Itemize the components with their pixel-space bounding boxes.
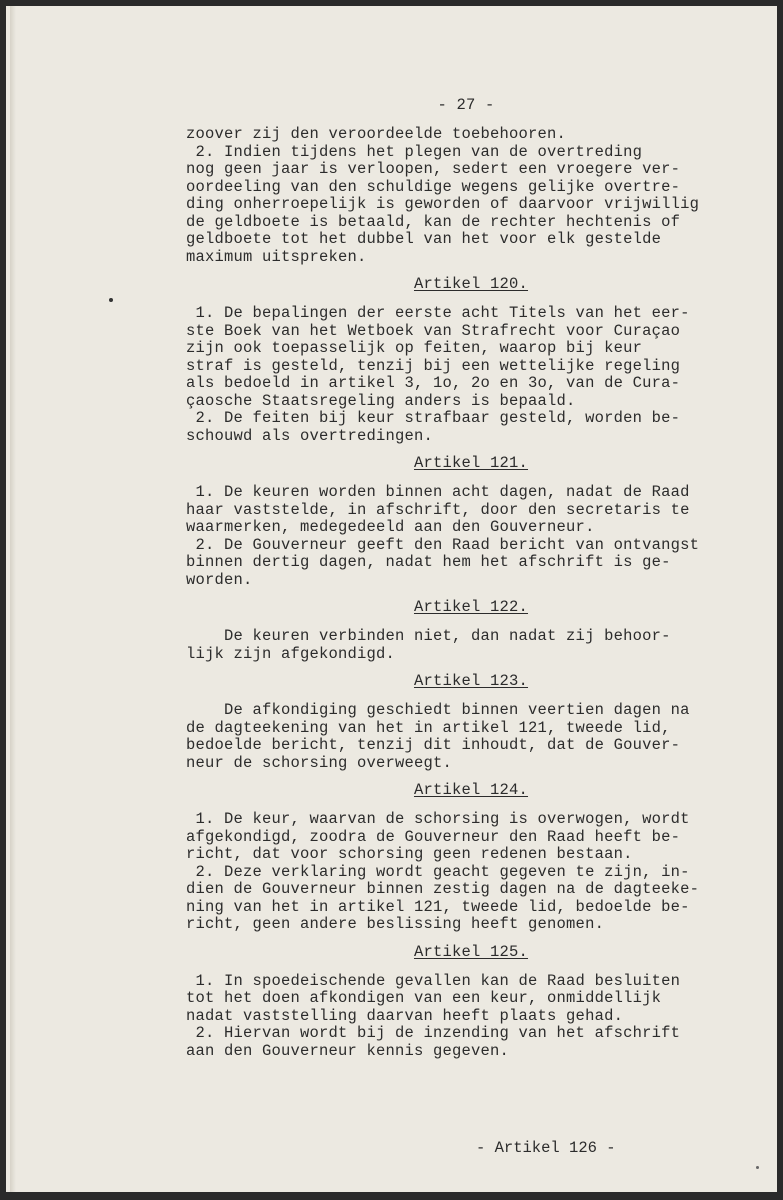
text-line: zoover zij den veroordeelde toebehooren. bbox=[186, 125, 567, 143]
article-heading bbox=[186, 942, 756, 963]
text-line: ste Boek van het Wetboek van Strafrecht voor Curaçao bbox=[186, 321, 681, 340]
text-line: çaosche Staatsregeling anders is bepaald. bbox=[186, 391, 576, 410]
article-heading-text: Artikel 125. bbox=[413, 942, 529, 961]
continuation-footer: - Artikel 126 - bbox=[476, 1139, 616, 1157]
article-heading-text: Artikel 123. bbox=[413, 672, 529, 690]
article-121 bbox=[186, 453, 756, 589]
text-line: straf is gesteld, tenzij bij een wettelijke regeling bbox=[186, 356, 681, 375]
text-line: richt, geen andere beslissing heeft genomen. bbox=[186, 915, 605, 933]
text-line: 2. Deze verklaring wordt geacht gegeven te zijn, in- bbox=[186, 862, 690, 881]
page-fold-shadow bbox=[10, 6, 16, 1192]
text-line: worden. bbox=[186, 570, 253, 589]
text-line: 2. Indien tijdens het plegen van de overtreding bbox=[186, 142, 643, 161]
article-heading bbox=[186, 597, 756, 618]
text-line: haar vaststelde, in afschrift, door den secretaris te bbox=[186, 500, 690, 519]
document-page bbox=[6, 6, 777, 1192]
text-line: 1. De bepalingen der eerste acht Titels van het eer- bbox=[186, 304, 690, 322]
text-line: als bedoeld in artikel 3, 1o, 2o en 3o, van de Cura- bbox=[186, 374, 681, 392]
article-heading bbox=[186, 671, 756, 692]
text-line: nog geen jaar is verloopen, sedert een vroegere ver- bbox=[186, 160, 681, 178]
article-123 bbox=[186, 671, 756, 772]
text-line: waarmerken, medegedeeld aan den Gouverneur. bbox=[186, 518, 595, 536]
text-line: nadat vaststelling daarvan heeft plaats gehad. bbox=[186, 1006, 624, 1025]
article-heading-text: Artikel 122. bbox=[413, 598, 529, 616]
text-line: de dagteekening van het in artikel 121, tweede lid, bbox=[186, 718, 671, 737]
article-120 bbox=[186, 274, 756, 445]
text-line: 2. Hiervan wordt bij de inzending van het afschrift bbox=[186, 1024, 681, 1042]
article-125 bbox=[186, 942, 756, 1061]
text-line: lijk zijn afgekondigd. bbox=[186, 644, 396, 663]
text-line: 1. De keuren worden binnen acht dagen, nadat de Raad bbox=[186, 483, 690, 501]
page-number: - 27 - bbox=[437, 96, 495, 114]
article-heading bbox=[186, 274, 756, 295]
text-line: afgekondigd, zoodra de Gouverneur den Raad heeft be- bbox=[186, 827, 681, 846]
article-124 bbox=[186, 780, 756, 934]
text-line: maximum uitspreken. bbox=[186, 247, 367, 266]
text-line: ning van het in artikel 121, tweede lid, bedoelde be- bbox=[186, 897, 690, 916]
text-line: De afkondiging geschiedt binnen veertien dagen na bbox=[186, 701, 690, 719]
article-heading bbox=[186, 780, 756, 801]
text-line: neur de schorsing overweegt. bbox=[186, 753, 453, 772]
text-line: de geldboete is betaald, kan de rechter hechtenis of bbox=[186, 212, 681, 231]
text-line: 1. De keur, waarvan de schorsing is overwogen, wordt bbox=[186, 810, 690, 828]
text-line: oordeeling van den schuldige wegens gelijke overtre- bbox=[186, 177, 681, 196]
text-line: aan den Gouverneur kennis gegeven. bbox=[186, 1041, 510, 1060]
text-line: 2. De feiten bij keur strafbaar gesteld, worden be- bbox=[186, 409, 681, 427]
text-line: tot het doen afkondigen van een keur, onmiddellijk bbox=[186, 989, 662, 1007]
text-line: 2. De Gouverneur geeft den Raad bericht van ontvangst bbox=[186, 535, 700, 554]
text-line: schouwd als overtredingen. bbox=[186, 426, 434, 445]
article-heading-text: Artikel 121. bbox=[413, 454, 529, 472]
article-heading bbox=[186, 453, 756, 474]
text-line: De keuren verbinden niet, dan nadat zij behoor- bbox=[186, 627, 671, 645]
document-body bbox=[186, 92, 756, 1060]
article-heading-text: Artikel 124. bbox=[413, 781, 529, 799]
margin-dot bbox=[109, 298, 113, 302]
text-line: binnen dertig dagen, nadat hem het afschrift is ge- bbox=[186, 553, 671, 571]
text-line: zijn ook toepasselijk op feiten, waarop bij keur bbox=[186, 339, 643, 357]
intro-paragraph bbox=[186, 126, 756, 266]
text-line: ding onherroepelijk is geworden of daarvoor vrijwillig bbox=[186, 195, 700, 213]
article-122 bbox=[186, 597, 756, 663]
text-line: richt, dat voor schorsing geen redenen bestaan. bbox=[186, 845, 633, 863]
article-heading-text: Artikel 120. bbox=[413, 275, 529, 293]
margin-dot bbox=[756, 1166, 759, 1169]
text-line: geldboete tot het dubbel van het voor elk gestelde bbox=[186, 230, 662, 248]
text-line: dien de Gouverneur binnen zestig dagen na de dagteeke- bbox=[186, 880, 700, 898]
text-line: 1. In spoedeischende gevallen kan de Raad besluiten bbox=[186, 971, 681, 990]
text-line: bedoelde bericht, tenzij dit inhoudt, dat de Gouver- bbox=[186, 736, 681, 754]
